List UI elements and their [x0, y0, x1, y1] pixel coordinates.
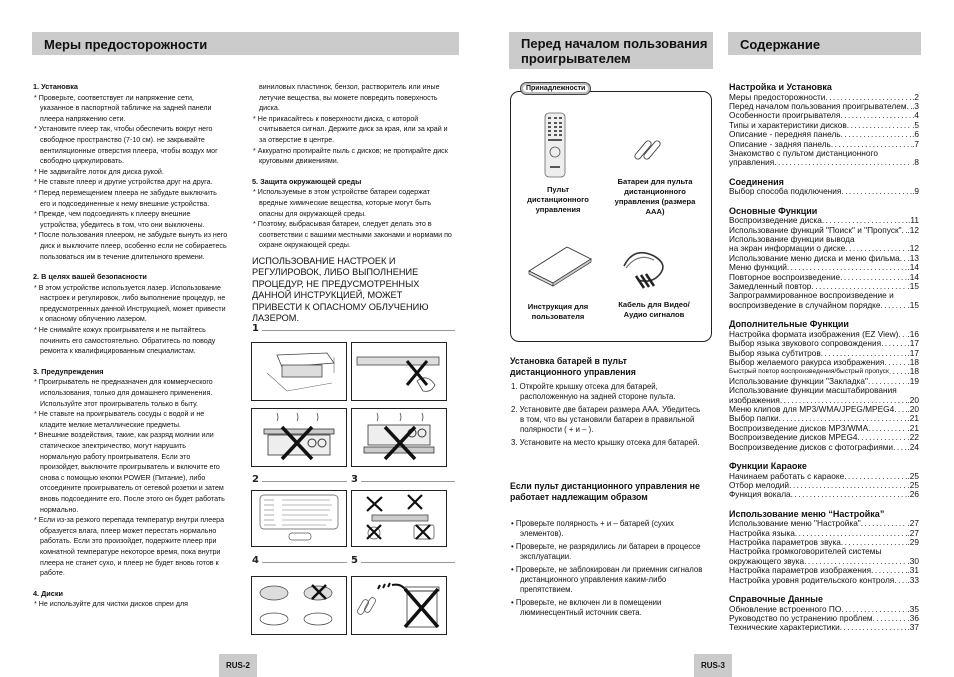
toc-leader-dots	[894, 576, 907, 585]
title-text: Содержание	[740, 37, 821, 52]
bullet: * В этом устройстве используется лазер. Использование настроек и регулировок, либо выполнение процедур, не предусмотренных данной Инструкцией, может привести к опасному облучению лазером.	[34, 283, 226, 324]
toc-page-number: .17	[907, 347, 919, 358]
toc-leader-dots	[847, 121, 912, 130]
title-text: Перед началом пользования проигрывателем	[521, 36, 708, 66]
toc-entry-title: Технические характеристики	[729, 622, 840, 633]
page-title-before-use	[509, 32, 713, 69]
toc-entry-title: Выбор папки	[729, 413, 779, 424]
toc-leader-dots	[889, 367, 908, 376]
toc-group	[729, 82, 919, 168]
bullet: * Не задвигайте лоток для диска рукой.	[34, 167, 164, 176]
bullet: * Установите плеер так, чтобы обеспечить вокруг него свободное пространство (7-10 см). не закрывайте вентиляционные отверстия плеера, чтобы воздух мог свободно циркулировать.	[34, 125, 218, 166]
toc-page-number: .14	[907, 271, 919, 282]
toc-entry-title: Выбор способа подключения	[729, 186, 842, 197]
toc-entry-title: Функция вокала	[729, 489, 791, 500]
accessory-caption-remote: Пульт дистанционного управления	[527, 185, 589, 214]
toc-group-title: Функции Караоке	[729, 461, 807, 471]
toc-entry-title: Описание - задняя панель	[729, 138, 831, 149]
toc-entry-title: Руководство по устранению проблем	[729, 612, 873, 623]
toc-page-number: .27	[907, 527, 919, 538]
toc-entry-title: Использование функций "Поиск" и "Пропуск"	[729, 224, 902, 235]
title-text: Меры предосторожности	[44, 37, 208, 52]
figure-warning-label	[251, 490, 347, 547]
toc-leader-dots	[844, 472, 907, 481]
toc-page-number: .3	[912, 100, 919, 111]
precautions-column-1	[33, 82, 229, 610]
av-cable-icon	[620, 246, 670, 292]
toc-group	[729, 594, 919, 633]
toc-entry-title: Особенности проигрывателя	[729, 110, 841, 121]
divider	[361, 481, 455, 482]
manual-book-icon	[527, 245, 593, 287]
toc-entry[interactable]	[729, 443, 919, 452]
toc-leader-dots	[791, 490, 908, 499]
divider	[262, 562, 347, 563]
toc-entry-title: управления	[729, 157, 775, 168]
bullet: • Проверьте, не разрядились ли батареи в процессе эксплуатации.	[511, 542, 701, 561]
label-sheet-icon	[252, 491, 345, 545]
toc-entry-title: Выбор желаемого ракурса изображения	[729, 356, 885, 367]
bullet: * Прежде, чем подсоединять к плееру внешние устройства, убедитесь в том, что они выключены.	[34, 210, 205, 229]
step: 3. Установите на место крышку отсека для батарей.	[511, 438, 700, 447]
toc-entry-title: Воспроизведение дисков с фотографиями	[729, 441, 894, 452]
toc-entry-title: Настройка формата изображения (EZ View)	[729, 328, 899, 339]
toc-entry[interactable]	[729, 623, 919, 632]
figure-label-2: 2	[252, 474, 259, 485]
toc-leader-dots	[873, 614, 908, 623]
bullet: * Если из-за резкого перепада температур внутри плеера образуется влага, плеер может перестать нормально работать. Если это произойдет, подержите плеер при комнатной температуре некоторое время, пока внутри плеера не станет сухо, и плеер не будет вновь готов к работе.	[34, 516, 225, 578]
tray-hand-crossed-icon	[352, 343, 445, 399]
toc-group-title: Соединения	[729, 176, 784, 187]
toc-group	[729, 461, 919, 500]
bullet: * Поэтому, выбрасывая батареи, следует делать это в соответствии с вашими местными законами и нормами по охране окружающей среды.	[253, 220, 452, 250]
bullet: * После пользования плеером, не забудьте вынуть из него диск и выключите плеер, особенно если не собираетесь пользоваться им в течение длительного времени.	[34, 231, 228, 261]
toc-entry[interactable]	[729, 358, 919, 367]
toc-group	[729, 206, 919, 311]
accessory-caption-cable: Кабель для Видео/Аудио сигналов	[618, 300, 690, 319]
toc-group	[729, 177, 919, 197]
bullet: * Проигрыватель не предназначен для коммерческого использования, только для домашнего применения. Используйте этот проигрыватель только в быту.	[34, 378, 213, 408]
toc-page-number: .11	[908, 215, 919, 226]
toc-entry-title: окружающего звука	[729, 555, 805, 566]
toc-entry[interactable]	[729, 187, 919, 196]
toc-entry-title: Воспроизведение диска	[729, 215, 822, 226]
bullet: • Проверьте, не заблокирован ли приемник сигналов дистанционного управления каким-либо препятствием.	[511, 565, 703, 594]
table-of-contents	[729, 82, 919, 642]
toc-entry-title: Запрограммированное воспроизведение и	[729, 290, 894, 301]
batteries-icon	[634, 135, 664, 163]
accessory-caption-manual: Инструкция для пользователя	[527, 302, 589, 321]
toc-entry-title: Замедленный повтор	[729, 281, 812, 291]
bullet: * Используемые в этом устройстве батареи содержат вредные химические вещества, которые могут быть опасны для окружающей среды.	[253, 188, 432, 218]
section-heading: 2. В целях вашей безопасности	[33, 272, 147, 282]
section-heading: 4. Диски	[33, 588, 63, 598]
toc-leader-dots	[774, 158, 912, 167]
figure-battery-disposal	[351, 576, 447, 635]
bullet: * Не ставьте на проигрыватель сосуды с водой и не кладите мелкие металлические предметы.	[34, 410, 205, 429]
toc-entry-title: Воспроизведение дисков MP3/WMA	[729, 422, 869, 433]
toc-page-number: .35	[907, 603, 919, 614]
toc-entry-title: Использование меню диска и меню фильма	[729, 252, 900, 263]
figure-label-4: 4	[252, 555, 259, 566]
toc-entry-title: Быстрый повтор воспроизведения/быстрый пропуск	[729, 368, 889, 376]
toc-page-number: .6	[912, 129, 919, 140]
battery-bin-crossed-icon	[352, 577, 445, 633]
figure-label-5: 5	[351, 555, 358, 566]
toc-entry-title: Выбор языка звукового сопровождения	[729, 338, 882, 349]
stacked-devices-crossed-icon	[252, 409, 345, 465]
toc-page-number: .37	[907, 622, 919, 633]
bullet: * Не используйте для чистки дисков спреи для	[34, 600, 188, 609]
figure-no-manual-tray	[351, 342, 447, 401]
troubleshoot-list	[510, 519, 704, 621]
toc-page-number: .25	[907, 479, 919, 490]
toc-leader-dots	[841, 187, 912, 196]
figure-disc-handling	[251, 576, 347, 635]
divider	[262, 481, 347, 482]
toc-page-number: .7	[912, 138, 919, 149]
precautions-column-2	[252, 82, 452, 324]
page-number-left: RUS-2	[219, 654, 257, 677]
toc-entry-title: Использование меню "Настройка"	[729, 518, 861, 529]
toc-page-number: .14	[907, 262, 919, 273]
toc-entry-title: Настройка языка	[729, 527, 795, 538]
toc-entry-title: Типы и характеристики дисков	[729, 119, 847, 130]
step: 2. Установите две батареи размера ААА. Убедитесь в том, что вы установили батареи в правильной полярности ( + и – ).	[511, 405, 701, 434]
accessory-caption-batteries: Батареи для пульта дистанционного управления (размера ААА)	[614, 177, 696, 216]
toc-page-number: .4	[912, 110, 919, 121]
bullet: * Перед перемещением плеера не забудьте выключить его и подсоединенные к нему внешние устройства.	[34, 188, 217, 208]
toc-page-number: .20	[907, 394, 919, 405]
toc-leader-dots	[881, 301, 908, 310]
toc-page-number: .5	[912, 119, 919, 130]
bullet: * Не снимайте кожух проигрывателя и не пытайтесь починить его самостоятельно. Обратитесь по поводу ремонта к квалифицированным специалистам.	[34, 326, 216, 356]
toc-page-number: .15	[907, 299, 919, 310]
page-title-contents	[728, 32, 921, 55]
bullet: • Проверьте полярность + и – батарей (сухих элементов).	[511, 519, 674, 538]
continuation-text: виниловых пластинок, бензол, растворитель или иные летучие вещества, вы можете повредить поверхность диска.	[259, 83, 440, 113]
toc-entry-title: Повторное воспроизведение	[729, 271, 841, 282]
toc-leader-dots	[789, 481, 907, 490]
toc-leader-dots	[840, 111, 912, 120]
figure-no-stacking-1	[251, 408, 347, 467]
toc-leader-dots	[868, 424, 907, 433]
disc-handling-icon	[252, 577, 345, 633]
toc-group-title: Использование меню “Настройка”	[729, 508, 885, 519]
toc-page-number: .21	[907, 413, 919, 424]
toc-page-number: .29	[907, 537, 919, 548]
toc-group	[729, 319, 919, 452]
toc-page-number: .18	[907, 356, 919, 367]
toc-leader-dots	[881, 339, 907, 348]
toc-page-number: .26	[907, 489, 919, 500]
toc-leader-dots	[900, 254, 908, 263]
toc-entry-title: Перед началом пользования проигрывателем	[729, 100, 907, 111]
toc-page-number: .9	[912, 186, 919, 197]
toc-entry[interactable]	[729, 576, 919, 585]
toc-page-number: .2	[912, 91, 919, 102]
toc-group-title: Справочные Данные	[729, 594, 823, 605]
toc-page-number: .21	[907, 422, 919, 433]
toc-entry-title: Настройка громкоговорителей системы	[729, 546, 882, 557]
toc-page-number: .12	[907, 224, 919, 235]
step: 1. Откройте крышку отсека для батарей, расположенную на задней стороне пульта.	[511, 382, 676, 401]
toc-leader-dots	[840, 623, 908, 632]
toc-entry-title: Обновление встроенного ПО	[729, 603, 842, 614]
figure-label-3: 3	[351, 474, 358, 485]
divider	[262, 330, 455, 331]
toc-entry-title: Отбор мелодий	[729, 479, 790, 490]
toc-entry-title: Использование функции вывода	[729, 233, 855, 244]
toc-entry-title: на экран информации о диске	[729, 243, 846, 254]
toc-page-number: .36	[907, 612, 919, 623]
toc-page-number: .19	[907, 375, 919, 386]
toc-group-title: Дополнительные Функции	[729, 319, 849, 330]
toc-entry-title: Знакомство с пультом дистанционного	[729, 147, 878, 158]
battery-install-steps	[510, 382, 702, 451]
toc-entry-title: изображения	[729, 394, 780, 405]
figure-clearance-illustration	[251, 342, 347, 401]
toc-entry-title: Использование функции "Закладка"	[729, 375, 868, 386]
toc-entry-title: Описание - передняя панель	[729, 129, 841, 140]
toc-entry-title: Меню функций	[729, 262, 787, 273]
toc-entry[interactable]	[729, 301, 919, 310]
toc-entry-title: Использование функции масштабирования	[729, 385, 897, 396]
toc-leader-dots	[893, 443, 907, 452]
toc-entry-title: Меры предосторожности	[729, 91, 826, 102]
stacked-devices-crossed-icon	[352, 409, 445, 465]
toc-entry-title: Воспроизведение дисков MPEG4	[729, 432, 858, 443]
toc-leader-dots	[898, 330, 907, 339]
toc-group-title: Настройка и Установка	[729, 82, 832, 92]
toc-group	[729, 509, 919, 585]
toc-entry-title: Начинаем работать с караоке	[729, 470, 845, 481]
toc-entry-title: Выбор языка субтитров	[729, 347, 821, 358]
player-clearance-icon	[252, 343, 345, 399]
toc-page-number: .16	[907, 328, 919, 339]
hazards-crossed-icon	[352, 491, 445, 545]
toc-page-number: .8	[912, 157, 919, 168]
toc-entry[interactable]	[729, 490, 919, 499]
divider	[361, 562, 455, 563]
page-number-right: RUS-3	[694, 654, 732, 677]
toc-page-number: .24	[907, 441, 919, 452]
toc-page-number: .30	[907, 555, 919, 566]
battery-install-title: Установка батарей в пульт дистанционного управления	[510, 356, 636, 377]
section-heading: 3. Предупреждения	[33, 366, 104, 376]
toc-page-number: .17	[907, 338, 919, 349]
toc-leader-dots	[861, 519, 908, 528]
toc-leader-dots	[894, 405, 907, 414]
section-heading: 1. Установка	[33, 82, 78, 91]
bullet: • Проверьте, не включен ли в помещении люминесцентный источник света.	[511, 598, 662, 617]
bullet: * Не ставьте плеер и другие устройства друг на друга.	[34, 178, 213, 187]
bullet: * Внешние воздействия, такие, как разряд молнии или статическое электричество, могут нарушить нормальную работу проигрывателя. Если это произойдет, выключите проигрыватель и включите его снова с помощью кнопки POWER (Питание), либо отсоедините проигрыватель от сетевой розетки и затем вновь подсоедините его. После этого он будет работать нормально.	[34, 431, 225, 514]
toc-group-title: Основные Функции	[729, 205, 818, 216]
toc-leader-dots	[840, 273, 907, 282]
toc-page-number: .12	[907, 243, 919, 254]
toc-leader-dots	[884, 358, 907, 367]
toc-leader-dots	[841, 130, 912, 139]
toc-entry-title: Настройка параметров изображения	[729, 565, 872, 576]
toc-page-number: .25	[907, 470, 919, 481]
figure-no-stacking-2	[351, 408, 447, 467]
section-heading: 5. Защита окружающей среды	[252, 176, 362, 186]
toc-entry-title: Настройка параметров звука	[729, 537, 841, 548]
troubleshoot-title: Если пульт дистанционного управления не работает надлежащим образом	[510, 481, 700, 502]
accessories-tag: Принадлежности	[520, 82, 591, 95]
toc-page-number: .20	[907, 403, 919, 414]
toc-page-number: .22	[907, 432, 919, 443]
laser-warning: ИСПОЛЬЗОВАНИЕ НАСТРОЕК И РЕГУЛИРОВОК, ЛИБО ВЫПОЛНЕНИЕ ПРОЦЕДУР, НЕ ПРЕДУСМОТРЕННЫХ ДАННОЙ ИНСТРУКЦИЕЙ, МОЖЕТ ПРИВЕСТИ К ОПАСНОМУ ОБЛУЧЕНИЮ ЛАЗЕРОМ.	[252, 255, 429, 323]
bullet: * Проверьте, соответствует ли напряжение сети, указанное в паспортной табличке на задней панели плеера напряжению сети.	[34, 93, 212, 123]
toc-page-number: .31	[907, 565, 919, 576]
toc-entry-title: Меню клипов для MP3/WMA/JPEG/MPEG4	[729, 403, 895, 414]
toc-page-number: .18	[907, 366, 919, 377]
bullet: * Аккуратно протирайте пыль с дисков; не протирайте диск круговыми движениями.	[253, 146, 448, 166]
toc-entry[interactable]	[729, 158, 919, 167]
toc-entry-title: Настройка уровня родительского контроля	[729, 574, 895, 585]
figure-label-1: 1	[252, 323, 259, 334]
toc-page-number: .33	[907, 574, 919, 585]
remote-control-icon	[544, 112, 566, 178]
toc-entry-title: воспроизведение в случайном порядке	[729, 299, 881, 310]
toc-page-number: .13	[907, 252, 919, 263]
figure-hazards	[351, 490, 447, 547]
bullet: * Не прикасайтесь к поверхности диска, с которой считывается сигнал. Держите диск за края, или за край и за отверстие в центре.	[253, 114, 448, 144]
toc-page-number: .27	[907, 518, 919, 529]
toc-page-number: .15	[907, 281, 919, 291]
page-title-precautions	[32, 32, 459, 55]
